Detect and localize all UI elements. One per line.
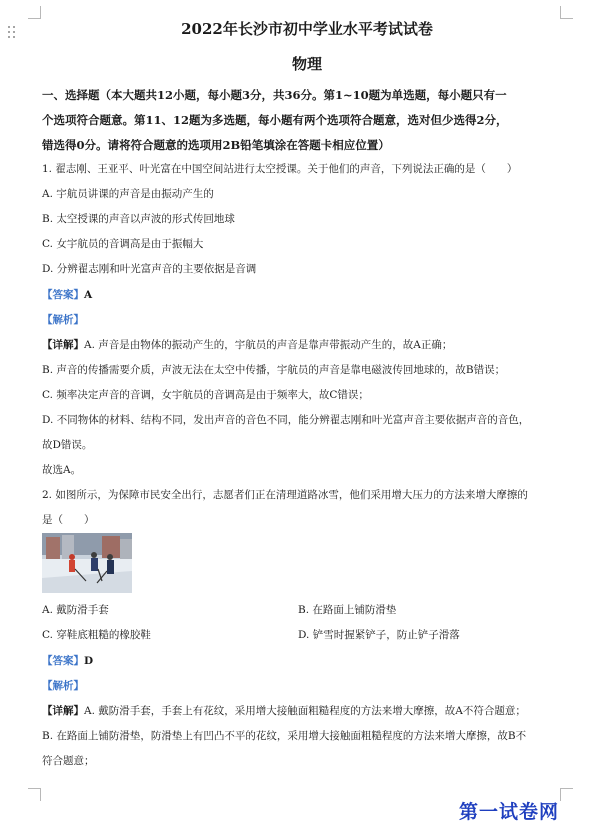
q2-option-c: C. 穿鞋底粗糙的橡胶鞋 [42,629,151,641]
section-heading-line-2: 个选项符合题意。第11、12题为多选题，每小题有两个选项符合题意，选对但少选得2分， [42,113,508,127]
q1-option-d: D. 分辨翟志刚和叶光富声音的主要依据是音调 [42,263,257,275]
q1-answer-label: 【答案】 [42,289,84,301]
snow-clearing-image [42,533,132,593]
q2-stem-line-2: 是（ ） [42,514,95,526]
page-corner-bottom-left [28,788,41,801]
page-corner-top-right [560,6,573,19]
page-corner-top-left [28,6,41,19]
q1-detail-2: B. 声音的传播需要介质，声波无法在太空中传播，宇航员的声音是靠电磁波传回地球的，故B错误； [42,364,506,376]
section-heading-line-3: 错选得0分。请将符合题意的选项用2B铅笔填涂在答题卡相应位置） [42,138,390,152]
q1-detail-1-text: A. 声音是由物体的振动产生的，宇航员的声音是靠声带振动产生的，故A正确； [84,339,453,351]
q1-conclusion: 故选A。 [42,464,82,476]
q2-detail-2b: 符合题意； [42,755,95,767]
q2-answer [42,654,93,668]
q2-option-d: D. 铲雪时握紧铲子，防止铲子滑落 [298,629,460,641]
q2-analysis-tag: 【解析】 [42,680,84,692]
q2-answer-label: 【答案】 [42,655,84,667]
q1-option-b: B. 太空授课的声音以声波的形式传回地球 [42,213,235,225]
document-subject: 物理 [291,55,322,73]
q2-detail-1-text: A. 戴防滑手套，手套上有花纹，采用增大接触面粗糙程度的方法来增大摩擦，故A不符合题意； [84,705,526,717]
q2-detail-label: 【详解】 [42,705,84,717]
q1-option-c: C. 女宇航员的音调高是由于振幅大 [42,238,204,250]
q2-detail-2a: B. 在路面上铺防滑垫，防滑垫上有凹凸不平的花纹，采用增大接触面粗糙程度的方法来增大摩擦，故B不 [42,730,527,742]
q1-detail-label: 【详解】 [42,339,84,351]
q2-detail-1 [42,704,526,718]
q1-stem: 1. 翟志刚、王亚平、叶光富在中国空间站进行太空授课。关于他们的声音，下列说法正确的是（ ） [42,163,518,175]
snow-clearing-photo [42,533,132,593]
q2-stem-line-1: 2. 如图所示，为保障市民安全出行，志愿者们正在清理道路冰雪，他们采用增大压力的方法来增大摩擦的 [42,489,528,501]
drag-handle-icon[interactable] [8,26,18,40]
watermark-logo: 第一试卷网 [459,801,560,823]
q2-answer-value: D [84,655,94,667]
page-corner-bottom-right [560,788,573,801]
q1-detail-3: C. 频率决定声音的音调，女宇航员的音调高是由于频率大，故C错误； [42,389,369,401]
q2-option-a: A. 戴防滑手套 [42,604,109,616]
q1-detail-1 [42,338,452,352]
q1-option-a: A. 宇航员讲课的声音是由振动产生的 [42,188,214,200]
q1-analysis-label [42,313,84,327]
q2-analysis-label [42,679,84,693]
document-title: 2022年长沙市初中学业水平考试试卷 [181,20,433,38]
q1-detail-4a: D. 不同物体的材料、结构不同，发出声音的音色不同，能分辨翟志刚和叶光富声音主要依据声音的音色， [42,414,530,426]
q1-analysis-tag: 【解析】 [42,314,84,326]
q1-detail-4b: 故D错误。 [42,439,93,451]
q1-answer [42,288,92,302]
section-heading-line-1: 一、选择题（本大题共12小题，每小题3分，共36分。第1~10题为单选题，每小题只有一 [42,88,507,102]
q1-answer-value: A [84,289,93,301]
q2-option-b: B. 在路面上铺防滑垫 [298,604,397,616]
